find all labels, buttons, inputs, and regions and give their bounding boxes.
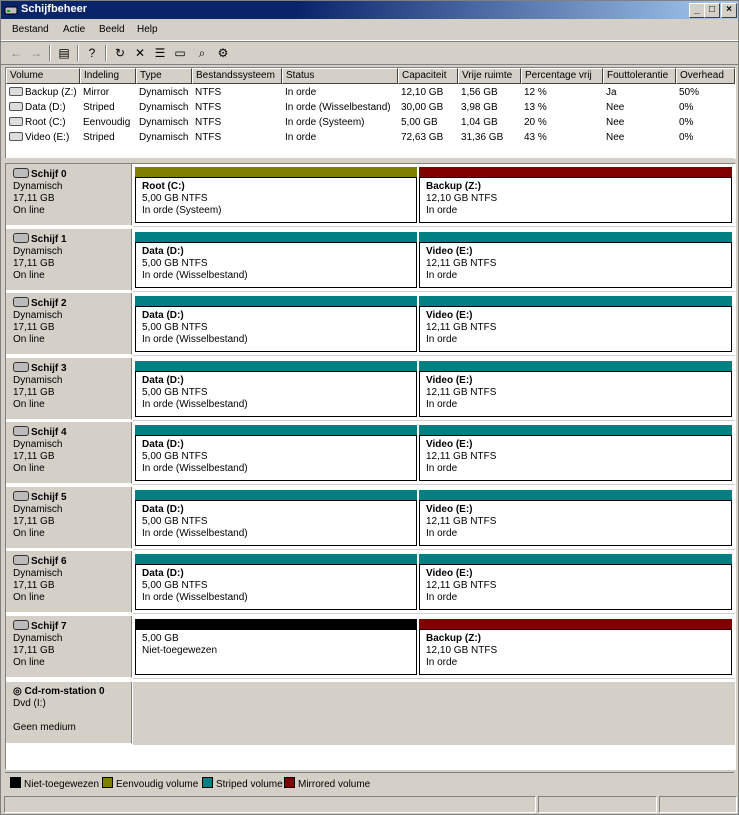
disk-partitions (133, 229, 735, 292)
partition-color-bar (135, 425, 417, 435)
volume-cell: 5,00 GB (401, 117, 438, 128)
volume-cell: 50% (679, 87, 700, 98)
partition[interactable] (419, 361, 732, 417)
partition-size: 12,11 GB NTFS (426, 386, 497, 398)
partition-box (419, 564, 732, 610)
disk-name: Schijf 1 (31, 233, 67, 245)
partition[interactable] (419, 425, 732, 481)
partition-box (135, 242, 417, 288)
partition[interactable] (419, 167, 732, 223)
partition-box (135, 177, 417, 223)
partition-status: In orde (Wisselbestand) (142, 463, 248, 474)
partition-name: Video (E:) (426, 245, 473, 257)
partition-status: In orde (426, 656, 458, 668)
disk-row (6, 422, 735, 485)
help-icon[interactable]: ? (88, 46, 96, 60)
partition-color-bar (419, 554, 732, 564)
column-capaciteit[interactable]: Capaciteit (398, 68, 458, 84)
volume-cell: In orde (285, 87, 317, 98)
partition-status: In orde (Wisselbestand) (142, 527, 248, 539)
volume-cell: Dynamisch (139, 102, 189, 113)
volume-icon (9, 117, 23, 126)
disk-type: Dynamisch (13, 310, 63, 321)
console-tree-icon[interactable]: ▤ (58, 46, 70, 60)
volume-cell: Dynamisch (139, 117, 189, 128)
cdrom-drive: Dvd (I:) (13, 698, 46, 709)
disk-label[interactable] (6, 422, 132, 484)
disk-icon (13, 233, 29, 243)
partition-name: Backup (Z:) (426, 181, 481, 192)
partition[interactable] (419, 619, 732, 675)
partition-size: 5,00 GB NTFS (142, 193, 208, 204)
partition-status: In orde (426, 398, 458, 410)
partition-size: 5,00 GB NTFS (142, 257, 208, 269)
disk-status: On line (13, 334, 45, 345)
disk-label[interactable] (6, 487, 132, 549)
volume-cell: 0% (679, 117, 694, 128)
disk-row (6, 164, 735, 227)
volume-cell: 30,00 GB (401, 102, 444, 113)
disk-label[interactable] (6, 293, 132, 355)
status-panel-2 (538, 796, 657, 813)
disk-status: On line (13, 463, 45, 474)
partition-status: In orde (Wisselbestand) (142, 592, 248, 603)
disk-name: Schijf 3 (31, 362, 67, 374)
volume-cell: 20 % (524, 117, 547, 128)
open-icon[interactable]: ▭ (174, 46, 186, 60)
disk-icon (13, 555, 29, 565)
disk-size: 17,11 GB (13, 193, 55, 204)
volume-cell: Video (E:) (9, 130, 69, 145)
partition[interactable] (419, 296, 732, 352)
disk-type: Dynamisch (13, 503, 63, 515)
partition-status: In orde (426, 463, 458, 474)
partition-status: In orde (Wisselbestand) (142, 269, 248, 281)
disk-size: 17,11 GB (13, 580, 55, 591)
partition-size: 5,00 GB NTFS (142, 322, 208, 333)
back-icon[interactable]: ← (10, 46, 22, 60)
cdrom-status: Geen medium (13, 722, 76, 733)
volume-cell: Striped (83, 132, 115, 143)
partition[interactable] (135, 167, 417, 223)
explore-icon[interactable]: ⌕ (198, 46, 206, 60)
menu-help[interactable]: Help (137, 24, 158, 35)
partition-size: 12,10 GB NTFS (426, 193, 498, 204)
partition-size: 12,11 GB NTFS (426, 580, 497, 591)
partition-size: 5,00 GB NTFS (142, 451, 208, 462)
legend-striped: Striped volume (202, 777, 283, 790)
volume-cell: NTFS (195, 117, 222, 128)
partition-box (135, 500, 417, 546)
partition-size: 12,11 GB NTFS (426, 257, 497, 269)
disk-icon (13, 426, 29, 436)
disk-graphical-view (5, 163, 736, 770)
disk-type: Dynamisch (13, 439, 63, 450)
disk-partitions (133, 487, 735, 550)
volume-icon (9, 102, 23, 111)
volume-cell: NTFS (195, 102, 222, 113)
partition-color-bar (419, 296, 732, 306)
partition-status: In orde (Wisselbestand) (142, 398, 248, 410)
volume-list (5, 67, 736, 159)
pane-splitter[interactable] (5, 158, 734, 162)
partition-box (419, 371, 732, 417)
volume-cell: 1,56 GB (461, 87, 498, 98)
volume-cell: 31,36 GB (461, 132, 504, 143)
disk-type: Dynamisch (13, 245, 63, 257)
disk-row (6, 616, 735, 679)
status-panel-main (4, 796, 536, 813)
disk-partitions (133, 551, 735, 614)
partition-box (135, 371, 417, 417)
partition-name: Data (D:) (142, 568, 184, 579)
disk-row (6, 293, 735, 356)
disk-size: 17,11 GB (13, 257, 55, 269)
volume-cell: In orde (Systeem) (285, 117, 365, 128)
column-vrije-ruimte[interactable]: Vrije ruimte (458, 68, 521, 84)
column-percentage-vrij[interactable]: Percentage vrij (521, 68, 603, 84)
volume-cell: Eenvoudig (83, 117, 131, 128)
status-panel-3 (659, 796, 737, 813)
partition[interactable] (419, 232, 732, 288)
disk-name: Schijf 0 (31, 169, 67, 180)
legend-mirrored: Mirrored volume (284, 777, 370, 790)
partition[interactable] (135, 619, 417, 675)
status-bar (1, 795, 738, 813)
volume-cell: 12,10 GB (401, 87, 444, 98)
partition[interactable] (135, 232, 417, 288)
partition-size: 12,11 GB NTFS (426, 451, 497, 462)
partition-status: In orde (426, 334, 458, 345)
volume-cell: Data (D:) (9, 100, 66, 115)
menu-bar (1, 20, 738, 41)
column-volume[interactable]: Volume (6, 68, 80, 84)
partition-box (419, 306, 732, 352)
forward-icon[interactable]: → (30, 46, 42, 60)
disk-type: Dynamisch (13, 181, 63, 192)
close-button[interactable]: × (721, 3, 737, 18)
menu-actie[interactable]: Actie (63, 24, 86, 35)
partition-color-bar (135, 296, 417, 306)
settings-icon[interactable]: ⚙ (217, 46, 229, 60)
volume-cell: 0% (679, 132, 694, 143)
properties-icon[interactable]: ☰ (154, 46, 166, 60)
partition-box (135, 629, 417, 675)
title-bar (1, 1, 738, 19)
partition-status: In orde (Systeem) (142, 205, 222, 216)
volume-icon (9, 132, 23, 141)
volume-cell: Dynamisch (139, 132, 189, 143)
maximize-button[interactable]: □ (704, 3, 720, 18)
volume-cell: Backup (Z:) (9, 85, 77, 100)
disk-name: Schijf 7 (31, 620, 67, 632)
disk-icon (13, 297, 29, 307)
column-overhead[interactable]: Overhead (676, 68, 735, 84)
disk-status: On line (13, 656, 45, 668)
disk-name: Schijf 5 (31, 491, 67, 503)
disk-row (6, 358, 735, 421)
partition-status: In orde (426, 269, 458, 281)
partition-box (419, 177, 732, 223)
partition-status: Niet-toegewezen (142, 644, 218, 656)
cdrom-label[interactable] (6, 682, 132, 744)
partition-color-bar (419, 619, 732, 629)
partition-box (419, 629, 732, 675)
cdrom-icon: ◎ (13, 686, 22, 697)
partition-name: Data (D:) (142, 245, 184, 257)
toolbar (1, 41, 738, 65)
partition-name: Data (D:) (142, 374, 184, 386)
disk-size: 17,11 GB (13, 515, 55, 527)
disk-partitions (133, 358, 735, 421)
disk-status: On line (13, 205, 45, 216)
cdrom-row (6, 682, 735, 744)
disk-size: 17,11 GB (13, 644, 55, 656)
volume-cell: Nee (606, 132, 625, 143)
volume-cell: In orde (Wisselbestand) (285, 102, 391, 113)
volume-cell: Nee (606, 117, 625, 128)
volume-cell: 1,04 GB (461, 117, 498, 128)
disk-status: On line (13, 398, 45, 410)
disk-management-icon (4, 3, 18, 17)
disk-name: Schijf 6 (31, 556, 67, 567)
cdrom-area (133, 682, 735, 745)
disk-type: Dynamisch (13, 374, 63, 386)
disk-type: Dynamisch (13, 568, 63, 579)
disk-label[interactable] (6, 616, 132, 678)
volume-cell: 72,63 GB (401, 132, 444, 143)
volume-row[interactable] (6, 85, 735, 100)
partition-status: In orde (426, 205, 458, 216)
legend-swatch (284, 777, 295, 788)
partition-color-bar (135, 619, 417, 629)
disk-partitions (133, 164, 735, 227)
partition-size: 5,00 GB NTFS (142, 580, 208, 591)
partition-color-bar (419, 232, 732, 242)
partition-box (135, 306, 417, 352)
volume-row[interactable] (6, 100, 735, 115)
partition-box (419, 242, 732, 288)
partition-name: Video (E:) (426, 374, 473, 386)
partition-name: Video (E:) (426, 439, 473, 450)
disk-size: 17,11 GB (13, 322, 55, 333)
column-indeling[interactable]: Indeling (80, 68, 136, 84)
partition-status: In orde (426, 527, 458, 539)
volume-row[interactable] (6, 115, 735, 130)
disk-icon (13, 620, 29, 630)
disk-size: 17,11 GB (13, 386, 55, 398)
partition-name: Video (E:) (426, 503, 473, 515)
partition-size: 12,11 GB NTFS (426, 322, 497, 333)
legend (5, 772, 734, 791)
partition-color-bar (419, 425, 732, 435)
partition-color-bar (419, 490, 732, 500)
column-type[interactable]: Type (136, 68, 192, 84)
partition-size: 5,00 GB NTFS (142, 515, 208, 527)
partition-color-bar (419, 167, 732, 177)
partition-box (419, 435, 732, 481)
partition-color-bar (419, 361, 732, 371)
partition-status: In orde (426, 592, 458, 603)
legend-swatch (10, 777, 21, 788)
volume-cell: In orde (285, 132, 317, 143)
volume-cell: 0% (679, 102, 694, 113)
partition-name: Data (D:) (142, 310, 184, 321)
window-title: Schijfbeheer (21, 3, 88, 15)
partition-size: 12,11 GB NTFS (426, 515, 497, 527)
partition-color-bar (135, 167, 417, 177)
partition[interactable] (419, 490, 732, 546)
partition-name: Video (E:) (426, 310, 473, 321)
volume-cell: Root (C:) (9, 115, 66, 130)
disk-name: Schijf 2 (31, 298, 67, 309)
volume-cell: 12 % (524, 87, 547, 98)
disk-partitions (133, 616, 735, 679)
partition-box (135, 564, 417, 610)
disk-row (6, 551, 735, 614)
partition-name: Data (D:) (142, 503, 184, 515)
disk-status: On line (13, 269, 45, 281)
volume-cell: Dynamisch (139, 87, 189, 98)
disk-label[interactable] (6, 164, 132, 226)
disk-label[interactable] (6, 358, 132, 420)
column-fouttolerantie[interactable]: Fouttolerantie (603, 68, 676, 84)
partition-size: 12,10 GB NTFS (426, 644, 498, 656)
disk-partitions (133, 422, 735, 485)
legend-unallocated: Niet-toegewezen (10, 777, 99, 790)
partition-size: 5,00 GB (142, 632, 179, 644)
volume-cell: Striped (83, 102, 115, 113)
partition[interactable] (135, 490, 417, 546)
partition[interactable] (135, 425, 417, 481)
volume-cell: Ja (606, 87, 617, 98)
partition-name: Backup (Z:) (426, 632, 481, 644)
column-bestandssysteem[interactable]: Bestandssysteem (192, 68, 282, 84)
volume-row[interactable] (6, 130, 735, 145)
menu-bestand[interactable]: Bestand (12, 24, 49, 35)
cdrom-name: Cd-rom-station 0 (24, 686, 105, 697)
partition-name: Video (E:) (426, 568, 473, 579)
disk-label[interactable] (6, 551, 132, 613)
partition-name: Root (C:) (142, 181, 185, 192)
volume-cell: Nee (606, 102, 625, 113)
partition-color-bar (135, 361, 417, 371)
refresh-icon[interactable]: ↻ (114, 46, 126, 60)
minimize-button[interactable]: _ (689, 3, 705, 18)
volume-cell: 43 % (524, 132, 547, 143)
disk-status: On line (13, 592, 45, 603)
partition[interactable] (135, 361, 417, 417)
partition-name: Data (D:) (142, 439, 184, 450)
partition-size: 5,00 GB NTFS (142, 386, 208, 398)
legend-swatch (102, 777, 113, 788)
partition[interactable] (135, 296, 417, 352)
disk-icon (13, 362, 29, 372)
disk-size: 17,11 GB (13, 451, 55, 462)
disk-icon (13, 168, 29, 178)
volume-list-header (6, 68, 735, 84)
delete-icon[interactable]: ✕ (134, 46, 146, 60)
partition-box (419, 500, 732, 546)
legend-swatch (202, 777, 213, 788)
volume-cell: NTFS (195, 132, 222, 143)
disk-label[interactable] (6, 229, 132, 291)
legend-simple: Eenvoudig volume (102, 777, 198, 790)
partition-color-bar (135, 490, 417, 500)
disk-partitions (133, 293, 735, 356)
menu-beeld[interactable]: Beeld (99, 24, 125, 35)
volume-cell: 3,98 GB (461, 102, 498, 113)
disk-row (6, 487, 735, 550)
partition-box (135, 435, 417, 481)
partition-color-bar (135, 232, 417, 242)
partition[interactable] (135, 554, 417, 610)
volume-cell: Mirror (83, 87, 110, 98)
partition-color-bar (135, 554, 417, 564)
volume-cell: NTFS (195, 87, 222, 98)
volume-cell: 13 % (524, 102, 547, 113)
disk-name: Schijf 4 (31, 427, 67, 438)
disk-type: Dynamisch (13, 632, 63, 644)
partition[interactable] (419, 554, 732, 610)
partition-status: In orde (Wisselbestand) (142, 334, 248, 345)
disk-status: On line (13, 527, 45, 539)
volume-icon (9, 87, 23, 96)
column-status[interactable]: Status (282, 68, 398, 84)
disk-icon (13, 491, 29, 501)
disk-row (6, 229, 735, 292)
